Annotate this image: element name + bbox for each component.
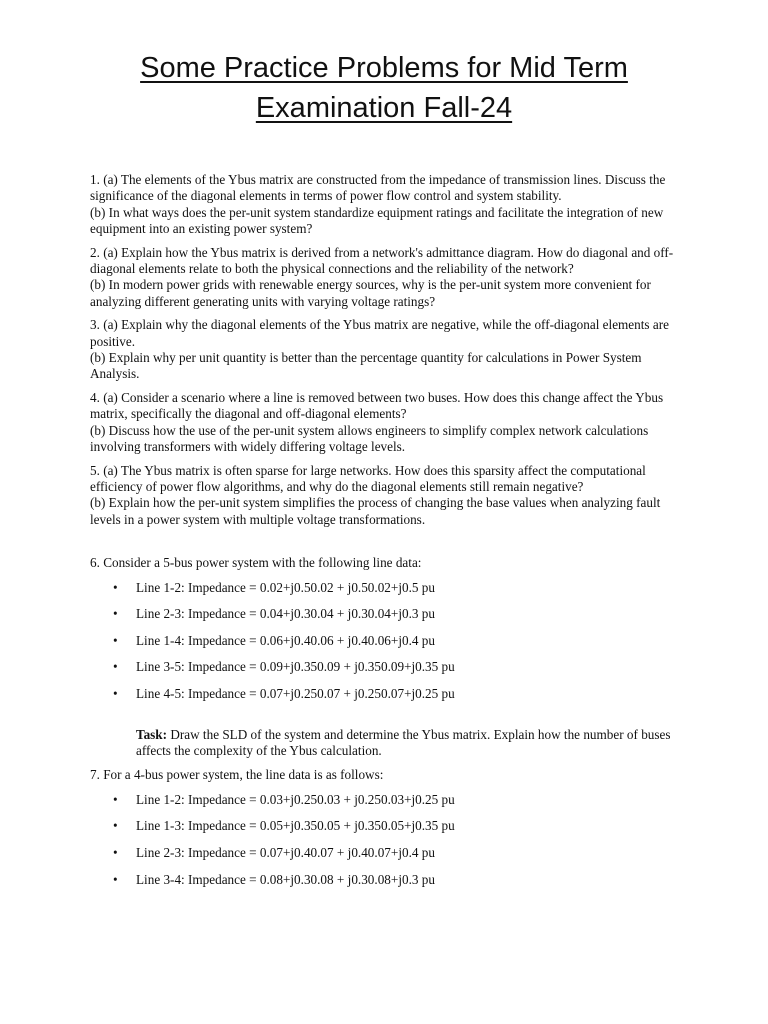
list-item [90, 686, 682, 713]
line-data-text: Line 1-2: Impedance = 0.03+j0.250.03 + j0.250.03+j0.25 pu [136, 791, 455, 807]
task-label: Task: [136, 726, 168, 742]
question-5 [90, 463, 682, 529]
question-4 [90, 390, 682, 456]
bullet-icon: • [113, 791, 118, 807]
list-item [90, 792, 682, 819]
question-3-part-a: 3. (a) Explain why the diagonal elements of the Ybus matrix are negative, while the off-diagonal elements are positive. [90, 317, 669, 349]
question-4-part-a: 4. (a) Consider a scenario where a line is removed between two buses. How does this change affect the Ybus matrix, specifically the diagonal and off-diagonal elements? [90, 389, 664, 422]
list-item [90, 818, 682, 845]
question-7-line-list [90, 792, 682, 898]
bullet-icon: • [113, 579, 118, 595]
question-2 [90, 245, 682, 311]
question-6 [90, 555, 682, 759]
question-6-line-list [90, 580, 682, 713]
question-1-part-a: 1. (a) The elements of the Ybus matrix are constructed from the impedance of transmission lines. Discuss the significance of the diagonal elements in terms of power flow control and system stability. [90, 172, 666, 204]
page-title [0, 48, 768, 128]
question-4-part-b: (b) Discuss how the use of the per-unit system allows engineers to simplify complex network calculations involving transformers with widely differing voltage levels. [90, 422, 649, 455]
list-item [90, 659, 682, 686]
question-6-intro: 6. Consider a 5-bus power system with the following line data: [90, 555, 422, 571]
line-data-text: Line 3-4: Impedance = 0.08+j0.30.08 + j0.30.08+j0.3 pu [136, 871, 435, 887]
bullet-icon: • [113, 685, 118, 701]
question-6-task [136, 727, 682, 760]
bullet-icon: • [113, 871, 118, 887]
bullet-icon: • [113, 659, 118, 675]
line-data-text: Line 1-4: Impedance = 0.06+j0.40.06 + j0.40.06+j0.4 pu [136, 632, 435, 648]
line-data-text: Line 1-2: Impedance = 0.02+j0.50.02 + j0.50.02+j0.5 pu [136, 579, 435, 595]
document-body [90, 172, 682, 898]
title-line-1: Some Practice Problems for Mid Term [140, 52, 628, 84]
line-data-text: Line 1-3: Impedance = 0.05+j0.350.05 + j0.350.05+j0.35 pu [136, 818, 455, 834]
question-2-part-b: (b) In modern power grids with renewable energy sources, why is the per-unit system more convenient for analyzing different generating units with varying voltage ratings? [90, 277, 651, 309]
question-1-part-b: (b) In what ways does the per-unit system standardize equipment ratings and facilitate the integration of new equipment into an existing power system? [90, 204, 664, 237]
list-item [90, 580, 682, 607]
bullet-icon: • [113, 606, 118, 622]
list-item [90, 845, 682, 872]
line-data-text: Line 2-3: Impedance = 0.04+j0.30.04 + j0.30.04+j0.3 pu [136, 606, 435, 622]
list-item [90, 633, 682, 660]
list-item [90, 606, 682, 633]
question-5-part-a: 5. (a) The Ybus matrix is often sparse for large networks. How does this sparsity affect the computational efficiency of power flow algorithms, and why do the diagonal elements still remain negative? [90, 462, 646, 494]
line-data-text: Line 3-5: Impedance = 0.09+j0.350.09 + j0.350.09+j0.35 pu [136, 659, 455, 675]
title-line-2: Examination Fall-24 [255, 92, 513, 124]
question-3-part-b: (b) Explain why per unit quantity is better than the percentage quantity for calculations in Power System Analysis. [90, 350, 642, 382]
bullet-icon: • [113, 844, 118, 860]
section-spacer [90, 535, 682, 555]
question-3 [90, 317, 682, 383]
question-5-part-b: (b) Explain how the per-unit system simplifies the process of changing the base values when analyzing fault levels in a power system with multiple voltage transformations. [90, 495, 661, 527]
task-text: Draw the SLD of the system and determine the Ybus matrix. Explain how the number of buses affects the complexity of the Ybus calculation. [136, 726, 671, 758]
line-data-text: Line 4-5: Impedance = 0.07+j0.250.07 + j0.250.07+j0.25 pu [136, 685, 455, 701]
question-7-intro: 7. For a 4-bus power system, the line data is as follows: [90, 767, 384, 783]
list-item [90, 872, 682, 899]
bullet-icon: • [113, 632, 118, 648]
question-2-part-a: 2. (a) Explain how the Ybus matrix is derived from a network's admittance diagram. How do diagonal and off-diagonal elements relate to both the physical connections and the reliability of the network? [90, 244, 674, 277]
line-data-text: Line 2-3: Impedance = 0.07+j0.40.07 + j0.40.07+j0.4 pu [136, 844, 435, 860]
question-7 [90, 767, 682, 898]
bullet-icon: • [113, 818, 118, 834]
question-1 [90, 172, 682, 238]
